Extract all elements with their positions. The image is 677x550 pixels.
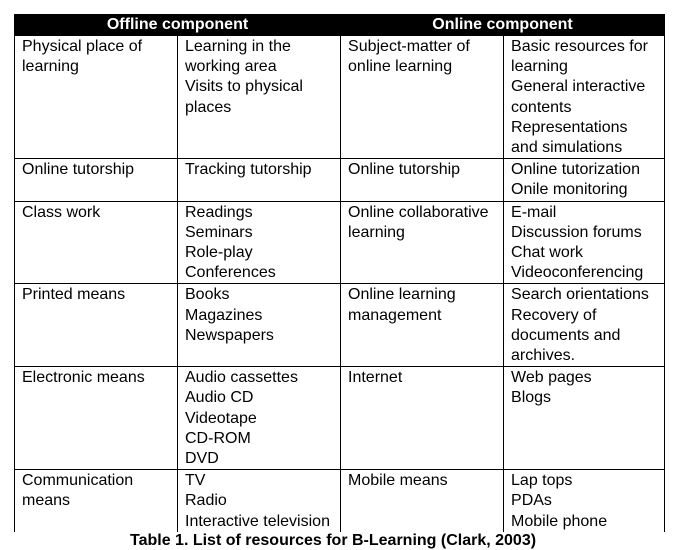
cell-text-line: Videoconferencing xyxy=(511,264,644,282)
offline-resource-cell xyxy=(178,201,341,284)
cell-text-line: DVD xyxy=(185,450,219,468)
resources-table xyxy=(14,14,665,532)
table-row xyxy=(15,284,665,367)
cell-text-line: places xyxy=(185,98,232,116)
cell-text-line: Chat work xyxy=(511,244,584,262)
cell-text-line: Role-play xyxy=(185,244,253,262)
online-place-cell xyxy=(341,36,504,159)
cell-text-line: Radio xyxy=(185,492,227,510)
cell-text-line: E-mail xyxy=(511,203,557,221)
cell-text-line: Online tutorship xyxy=(348,161,461,179)
cell-text-line: Printed means xyxy=(22,286,126,304)
online-resource-cell xyxy=(504,159,665,201)
offline-place-cell xyxy=(15,284,178,367)
online-resource-cell xyxy=(504,470,665,532)
offline-place-cell xyxy=(15,36,178,159)
table-body xyxy=(15,36,665,532)
cell-text-line: Audio cassettes xyxy=(185,369,298,387)
cell-text-line: means xyxy=(22,492,71,510)
offline-place-cell xyxy=(15,201,178,284)
table-caption: Table 1. List of resources for B-Learning (Clark, 2003) xyxy=(130,532,537,549)
online-resource-cell xyxy=(504,36,665,159)
offline-resource-cell xyxy=(178,470,341,532)
online-resource-cell xyxy=(504,201,665,284)
offline-resource-cell xyxy=(178,159,341,201)
cell-text-line: learning xyxy=(348,223,405,241)
online-place-cell xyxy=(341,159,504,201)
offline-place-cell xyxy=(15,367,178,470)
offline-resource-cell xyxy=(178,36,341,159)
resources-table-container xyxy=(14,14,664,532)
table-header-row xyxy=(15,15,665,36)
cell-text-line: PDAs xyxy=(511,492,552,510)
cell-text-line: Seminars xyxy=(185,223,253,241)
cell-text-line: Communication xyxy=(22,472,134,490)
table-row xyxy=(15,159,665,201)
online-place-cell xyxy=(341,201,504,284)
cell-text-line: contents xyxy=(511,98,572,116)
offline-place-cell xyxy=(15,159,178,201)
cell-text-line: Visits to physical xyxy=(185,78,303,96)
cell-text-line: CD-ROM xyxy=(185,429,251,447)
cell-text-line: working area xyxy=(185,58,277,76)
cell-text-line: General interactive xyxy=(511,78,646,96)
cell-text-line: Lap tops xyxy=(511,472,573,490)
offline-resource-cell xyxy=(178,284,341,367)
cell-text-line: Learning in the xyxy=(185,38,291,55)
cell-text-line: Recovery of xyxy=(511,306,597,324)
cell-text-line: Newspapers xyxy=(185,326,274,344)
offline-component-header: Offline component xyxy=(15,15,341,36)
cell-text-line: Representations xyxy=(511,118,628,136)
cell-text-line: Magazines xyxy=(185,306,263,324)
table-row xyxy=(15,367,665,470)
cell-text-line: archives. xyxy=(511,347,576,365)
cell-text-line: Blogs xyxy=(511,389,552,407)
cell-text-line: Search orientations xyxy=(511,286,649,304)
cell-text-line: Audio CD xyxy=(185,389,254,407)
cell-text-line: Discussion forums xyxy=(511,223,642,241)
cell-text-line: Onile monitoring xyxy=(511,181,628,199)
cell-text-line: Tracking tutorship xyxy=(185,161,312,179)
cell-text-line: management xyxy=(348,306,442,324)
cell-text-line: Readings xyxy=(185,203,253,221)
cell-text-line: Books xyxy=(185,286,230,304)
cell-text-line: Subject-matter of xyxy=(348,38,470,55)
offline-resource-cell xyxy=(178,367,341,470)
cell-text-line: online learning xyxy=(348,58,453,76)
cell-text-line: Online collaborative xyxy=(348,203,489,221)
cell-text-line: Conferences xyxy=(185,264,276,282)
cell-text-line: TV xyxy=(185,472,206,490)
cell-text-line: Interactive television xyxy=(185,512,330,530)
cell-text-line: Videotape xyxy=(185,409,257,427)
cell-text-line: learning xyxy=(22,58,79,76)
table-row xyxy=(15,201,665,284)
cell-text-line: Basic resources for xyxy=(511,38,648,55)
online-place-cell xyxy=(341,470,504,532)
cell-text-line: Online learning xyxy=(348,286,456,304)
table-row xyxy=(15,470,665,532)
cell-text-line: Electronic means xyxy=(22,369,145,387)
cell-text-line: Online tutorship xyxy=(22,161,135,179)
table-row xyxy=(15,36,665,159)
cell-text-line: and simulations xyxy=(511,139,623,157)
cell-text-line: documents and xyxy=(511,326,621,344)
online-place-cell xyxy=(341,367,504,470)
online-place-cell xyxy=(341,284,504,367)
cell-text-line: Class work xyxy=(22,203,101,221)
cell-text-line: Web pages xyxy=(511,369,592,387)
cell-text-line: Internet xyxy=(348,369,403,387)
online-resource-cell xyxy=(504,367,665,470)
cell-text-line: Physical place of xyxy=(22,38,143,55)
cell-text-line: learning xyxy=(511,58,568,76)
cell-text-line: Mobile phone xyxy=(511,512,608,530)
offline-place-cell xyxy=(15,470,178,532)
online-resource-cell xyxy=(504,284,665,367)
cell-text-line: Mobile means xyxy=(348,472,448,490)
online-component-header: Online component xyxy=(341,15,665,36)
cell-text-line: Online tutorization xyxy=(511,161,640,179)
